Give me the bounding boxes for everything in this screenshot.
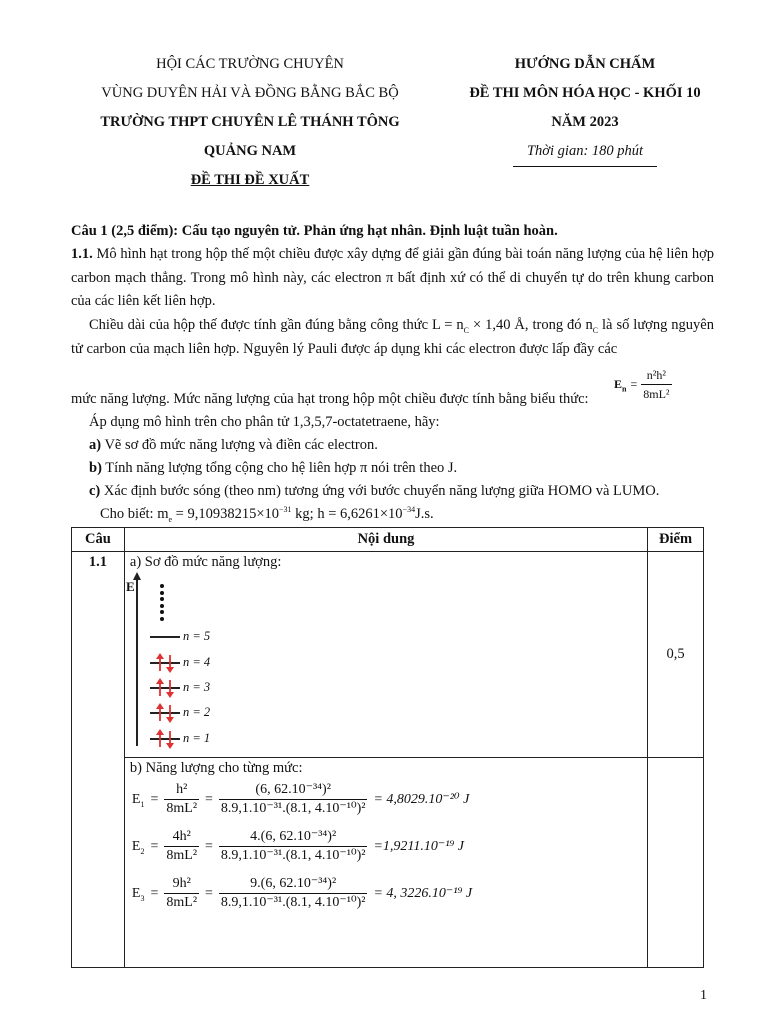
header-diem: Điểm: [648, 528, 704, 552]
e2-equals: =: [150, 838, 159, 854]
association-name: HỘI CÁC TRƯỜNG CHUYÊN: [156, 56, 344, 72]
cell-cau: 1.1: [72, 552, 125, 968]
e1-fraction-1: [164, 781, 199, 818]
given-sub: e: [168, 514, 173, 524]
paragraph-2-text: Chiều dài của hộp thế được tính gần đúng bằng công thức L = n: [89, 317, 464, 333]
province-name: QUẢNG NAM: [203, 143, 297, 159]
e2-den-2: 8.9,1.10⁻³¹.(8.1, 4.10⁻¹⁰)²: [220, 848, 366, 863]
energy-axis: [136, 578, 138, 746]
given-sup: −31: [279, 505, 292, 514]
e2-fraction-1: [164, 828, 199, 865]
question-paragraph-3: mức năng lượng. Mức năng lượng của hạt trong hộp một chiều được tính bằng biểu thức:: [71, 391, 589, 407]
e1-fraction-2: [219, 781, 368, 818]
paragraph-2-text-c: là số lượng nguyên tử carbon của mạch liên hợp. Nguyên lý Pauli được áp dụng khi các electron được lấp đầy các: [71, 317, 714, 357]
ellipsis-dots-icon: [160, 584, 164, 621]
item-c: [89, 480, 659, 504]
question-paragraph-1: [71, 243, 714, 314]
paragraph-2-text-b: × 1,40 Å, trong đó n: [469, 317, 593, 333]
table-header-row: [72, 528, 704, 552]
exam-proposal-label: ĐỀ THI ĐỀ XUẤT: [190, 172, 310, 188]
formula-lhs-symbol: E: [614, 377, 623, 391]
equation-e1: [132, 781, 647, 818]
e1-symbol: E: [131, 791, 141, 807]
e1-lhs: [132, 792, 145, 808]
level-label-3: n = 3: [183, 680, 211, 694]
e3-fraction-1: [164, 875, 199, 912]
e3-sub: 3: [140, 893, 145, 903]
exam-subject: ĐỀ THI MÔN HÓA HỌC - KHỐI 10: [469, 85, 701, 101]
region-name: VÙNG DUYÊN HẢI VÀ ĐỒNG BẰNG BẮC BỘ: [101, 85, 399, 101]
paragraph-1-text: Mô hình hạt trong hộp thế một chiều được xây dựng để giải gần đúng bài toán năng lượng của hệ liên hợp carbon mạch thẳng. Trong mô hình này, các electron π bất định xứ có thể di chuyển tự do trên khung carbon của các liên kết liên hợp.: [71, 246, 714, 309]
electron-pair-icon: [152, 678, 178, 698]
item-a-text: Vẽ sơ đồ mức năng lượng và điền các electron.: [101, 437, 378, 453]
given-sup-2: −34: [402, 505, 416, 514]
formula-equals: =: [630, 377, 638, 391]
given-text-4: J.s.: [415, 506, 434, 522]
question-paragraph-4: Áp dụng mô hình trên cho phân tử 1,3,5,7-octatetraene, hãy:: [89, 414, 440, 430]
part-b-label: b) Năng lượng cho từng mức:: [129, 760, 303, 776]
item-a-label: a): [89, 437, 102, 453]
table-row: [72, 758, 704, 968]
e1-den: 8mL²: [166, 801, 198, 816]
e1-equals-2: =: [205, 791, 213, 807]
formula-lhs-sub: n: [622, 384, 627, 394]
electron-pair-icon: [152, 703, 178, 723]
e3-num-2: 9.(6, 62.10⁻³⁴)²: [219, 875, 368, 894]
e2-lhs: [132, 839, 145, 855]
e3-den-2: 8.9,1.10⁻³¹.(8.1, 4.10⁻¹⁰)²: [220, 895, 366, 910]
level-label-1: n = 1: [183, 731, 211, 745]
e3-num: 9h²: [164, 875, 199, 894]
formula-numerator: n²h²: [641, 366, 671, 385]
e3-den: 8mL²: [166, 895, 198, 910]
e3-fraction-2: [219, 875, 368, 912]
energy-level-5: [150, 636, 180, 638]
given-constants: [100, 503, 434, 527]
e2-sub: 2: [140, 846, 145, 856]
e1-num: h²: [164, 781, 199, 800]
e1-num-2: (6, 62.10⁻³⁴)²: [219, 781, 368, 800]
e3-result: = 4, 3226.10⁻¹⁹ J: [373, 886, 473, 901]
cell-diem-empty: [648, 758, 704, 968]
part-a-label: a) Sơ đồ mức năng lượng:: [129, 554, 282, 570]
level-label-4: n = 4: [183, 655, 211, 669]
header-noi-dung: Nội dung: [124, 528, 647, 552]
e2-num: 4h²: [164, 828, 199, 847]
item-c-label: c): [89, 483, 101, 499]
level-label-2: n = 2: [183, 705, 211, 719]
item-b-text: Tính năng lượng tổng cộng cho hệ liên hợp π nói trên theo J.: [101, 460, 458, 476]
axis-label: E: [126, 579, 135, 594]
given-text-2: = 9,10938215×10: [172, 506, 280, 522]
e2-equals-2: =: [205, 838, 213, 854]
e3-equals-2: =: [205, 885, 213, 901]
e2-fraction-2: [219, 828, 368, 865]
header-right: [440, 50, 730, 167]
subquestion-label: 1.1.: [71, 246, 93, 262]
item-a: [89, 434, 378, 458]
subscript-c-2: C: [592, 325, 599, 335]
question-title: Câu 1 (2,5 điểm): Cấu tạo nguyên tử. Phản ứng hạt nhân. Định luật tuần hoàn.: [71, 223, 558, 239]
e3-lhs: [132, 886, 145, 902]
cell-energy-calc: [124, 758, 647, 968]
question-paragraph-2: [71, 314, 714, 361]
given-text: Cho biết: m: [100, 506, 169, 522]
e1-sub: 1: [140, 799, 145, 809]
exam-duration: Thời gian: 180 phút: [513, 137, 657, 167]
guide-title: HƯỚNG DẪN CHẤM: [514, 56, 656, 72]
item-b-label: b): [89, 460, 102, 476]
equation-e2: [132, 828, 647, 865]
e2-den: 8mL²: [166, 848, 198, 863]
equation-e3: [132, 875, 647, 912]
e2-num-2: 4.(6, 62.10⁻³⁴)²: [219, 828, 368, 847]
e1-den-2: 8.9,1.10⁻³¹.(8.1, 4.10⁻¹⁰)²: [220, 801, 366, 816]
e3-symbol: E: [131, 885, 141, 901]
e3-equals: =: [150, 885, 159, 901]
item-c-text: Xác định bước sóng (theo nm) tương ứng với bước chuyển năng lượng giữa HOMO và LUMO.: [100, 483, 660, 499]
subscript-c: C: [463, 325, 470, 335]
formula-fraction: [641, 366, 671, 403]
formula-denominator: 8mL²: [643, 387, 670, 401]
e1-result: = 4,8029.10⁻²⁰ J: [373, 792, 470, 807]
cell-diem: 0,5: [648, 552, 704, 758]
school-name: TRƯỜNG THPT CHUYÊN LÊ THÁNH TÔNG: [100, 114, 400, 130]
item-b: [89, 457, 457, 481]
page-number: 1: [700, 988, 707, 1003]
e1-equals: =: [150, 791, 159, 807]
exam-year: NĂM 2023: [551, 114, 619, 130]
header-left: [70, 50, 430, 195]
level-label-5: n = 5: [183, 629, 211, 643]
formula-lhs: [614, 377, 626, 392]
header-cau: Câu: [72, 528, 125, 552]
electron-pair-icon: [152, 653, 178, 673]
given-text-3: kg; h = 6,6261×10: [291, 506, 403, 522]
energy-formula: [614, 366, 672, 403]
e2-result: =1,9211.10⁻¹⁹ J: [373, 839, 465, 854]
e2-symbol: E: [131, 838, 141, 854]
electron-pair-icon: [152, 729, 178, 749]
